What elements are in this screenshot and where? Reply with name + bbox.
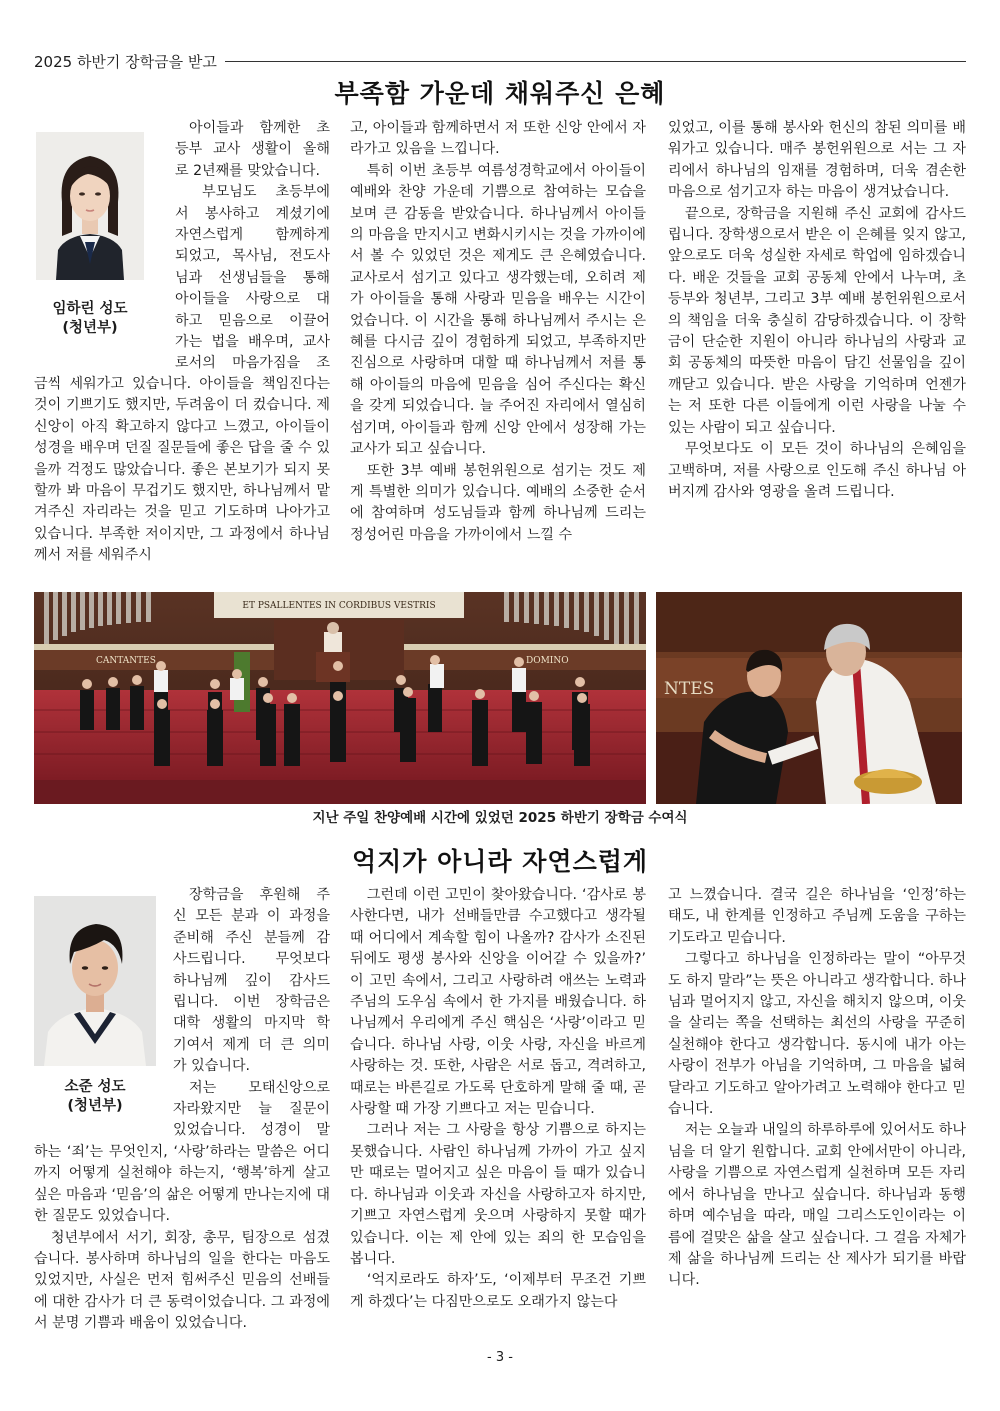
text-line: 되었고, 목사님, 전도사 (175, 248, 330, 265)
scholarship-handover-photo (656, 592, 962, 804)
text-line: 로서의 마음가짐을 조 (175, 355, 330, 372)
banner-inscription: ET PSALLENTES IN CORDIBUS VESTRIS (242, 601, 436, 611)
text-line: 등부 교사 생활이 올해 (175, 141, 330, 158)
author-name: 소준 성도 (64, 1079, 126, 1095)
paragraph: 그러나 저는 그 사랑을 항상 기쁨으로 하지는 못했습니다. 사람인 하나님께 가까이 가고 싶지만 때로는 멀어지고 싶은 마음이 들 때가 있습니다. 하나님과 이웃과 자신을 사랑하고자 하지만, 기쁘고 자연스럽게 웃으며 사랑하지 못할 때가 있습니다. 이는 제 안에 있는 죄의 한 모습임을 봅니다. (350, 1122, 646, 1267)
text-line: 립니다. 이번 장학금은 (173, 994, 330, 1011)
text-line: 장학금을 후원해 주 (189, 887, 330, 903)
text-line: 있었습니다. 성경이 말 (173, 1122, 330, 1139)
text-line: 자라왔지만 늘 질문이 (173, 1101, 330, 1118)
text-line: 가 있습니다. (173, 1058, 251, 1075)
text-line: 가는 법을 배우며, 교사 (175, 334, 330, 351)
photo-caption: 지난 주일 찬양예배 시간에 있었던 2025 하반기 장학금 수여식 (312, 810, 688, 826)
right-inscription: DOMINO (526, 656, 569, 666)
text-line: 로 2년째를 맞았습니다. (175, 162, 320, 179)
paragraph: 고, 아이들과 함께하면서 저 또한 신앙 안에서 자라가고 있음을 느낍니다. (350, 120, 646, 158)
article1-col2-text (350, 118, 646, 588)
paragraph: 하는 ‘죄’는 무엇인지, ‘사랑’하라는 말씀은 어디까지 어떻게 실천해야 하는지, ‘행복’하게 살고 싶은 마음과 ‘믿음’의 삶은 어떻게 만나는지에 대한 질문도 있었습니다. (34, 1144, 330, 1225)
paragraph: 무엇보다도 이 모든 것이 하나님의 은혜임을 고백하며, 저를 사랑으로 인도해 주신 하나님 아버지께 감사와 영광을 올려 드립니다. (668, 441, 966, 500)
article2-col1-text (34, 1142, 330, 1342)
text-line: 하나님께 깊이 감사드 (173, 972, 330, 989)
paragraph: 청년부에서 서기, 회장, 총무, 팀장으로 섬겼습니다. 봉사하며 하나님의 일을 한다는 마음도 있었지만, 사실은 먼저 힘써주신 믿음의 선배들에 대한 감사가 더 큰 동력이었습니다. 그 과정에서 분명 기쁨과 배움이 있었습니다. (34, 1229, 330, 1332)
article2-author-photo (34, 896, 156, 1066)
author-dept: (청년부) (62, 320, 118, 336)
paragraph: 있었고, 이를 통해 봉사와 헌신의 참된 의미를 배워가고 있습니다. 매주 봉헌위원으로 서는 그 자리에서 하나님의 임재를 경험하며, 더욱 겸손한 마음으로 섬기고자 하는 마음이 생겨났습니다. (668, 120, 966, 201)
page-header (34, 50, 966, 72)
paragraph: 또한 3부 예배 봉헌위원으로 섬기는 것도 제게 특별한 의미가 있습니다. 예배의 소중한 순서에 참여하며 성도님들과 함께 하나님께 드리는 정성어린 마음을 가까이에서 느낄 수 (350, 462, 646, 543)
text-line: 신 모든 분과 이 과정을 (173, 908, 330, 925)
left-inscription: CANTANTES (96, 656, 156, 666)
text-line: 서 봉사하고 계셨기에 (175, 205, 330, 222)
text-line: 대학 생활의 마지막 학 (173, 1015, 330, 1032)
article2-author-caption (34, 1078, 156, 1116)
article2-title: 억지가 아니라 자연스럽게 (351, 847, 649, 876)
text-line: 사드립니다. 무엇보다 (173, 951, 330, 968)
text-line: 기여서 제게 더 큰 의미 (173, 1036, 330, 1053)
paragraph: 저는 오늘과 내일의 하루하루에 있어서도 하나님을 더 알기 원합니다. 교회 안에서만이 아니라, 사랑을 기쁨으로 자연스럽게 실천하며 모든 자리에서 하나님을 만나고 싶습니다. 하나님과 동행하며 예수님을 따라, 매일 그리스도인이라는 이름에 걸맞은 삶을 살고 싶습니다. 그 걸음 자체가 제 삶을 하나님께 드리는 산 제사가 되기를 바랍니다. (668, 1122, 966, 1289)
article1-title: 부족함 가운데 채워주신 은혜 (334, 79, 666, 108)
article2-col2-text (350, 885, 646, 1345)
page-number: - 3 - (487, 1350, 513, 1365)
text-line: 준비해 주신 분들께 감 (173, 929, 330, 946)
paragraph: 고 느꼈습니다. 결국 길은 하나님을 ‘인정’하는 태도, 내 한계를 인정하고 주님께 도움을 구하는 기도라고 믿습니다. (668, 887, 966, 946)
paragraph: 특히 이번 초등부 여름성경학교에서 아이들이 예배와 찬양 가운데 기쁨으로 참여하는 모습을 보며 큰 감동을 받았습니다. 하나님께서 아이들의 마음을 만지시고 변화시키시는 것을 가까이에서 볼 수 있었던 것은 제게도 큰 은혜였습니다. 교사로서 섬기고 있다고 생각했는데, 오히려 제가 아이들을 통해 사랑과 믿음을 배우는 시간이었습니다. 이 시간을 통해 하나님께서 주시는 은혜를 다시금 깊이 경험하게 되었고, 부족하지만 진심으로 사랑하며 대할 때 하나님께서 저를 통해 아이들의 마음에 믿음을 심어 주신다는 확신을 갖게 되었습니다. 늘 주어진 자리에서 열심히 섬기며, 아이들과 함께 신앙 안에서 성장해 가는 교사가 되고 싶습니다. (350, 162, 646, 458)
paragraph: 금씩 세워가고 있습니다. 아이들을 책임진다는 것이 기쁘기도 했지만, 두려움이 더 컸습니다. 제 신앙이 아직 확고하지 않다고 느꼈고, 아이들이 성경을 배우며 던질 질문들에 좋은 답을 줄 수 있을까 걱정도 많았습니다. 좋은 본보기가 되지 못할까 봐 마음이 무겁기도 했지만, 하나님께서 맡겨주신 자리라는 것을 믿고 기도하며 나아가고 있습니다. 부족한 저이지만, 그 과정에서 하나님께서 저를 세워주시 (34, 376, 330, 564)
article2-wrap-text (173, 885, 330, 1142)
article1-col3-text (668, 118, 966, 588)
text-line: 아이들과 함께한 초 (189, 120, 330, 136)
paragraph: 그렇다고 하나님을 인정하라는 말이 “아무것도 하지 말라”는 뜻은 아니라고 생각합니다. 하나님과 멀어지지 않고, 자신을 해치지 않으며, 이웃을 살리는 쪽을 선택하는 최선의 사랑을 꾸준히 실천해야 한다고 생각합니다. 동시에 내가 아는 사랑이 전부가 아님을 기억하며, 그 마음을 넓혀 달라고 기도하고 알아가려고 노력해야 한다고 믿습니다. (668, 951, 966, 1118)
text-line: 하고 믿음으로 이끌어 (175, 312, 330, 329)
paragraph: 그런데 이런 고민이 찾아왔습니다. ‘감사로 봉사한다면, 내가 선배들만큼 수고했다고 생각될 때 어디에서 계속할 힘이 나올까? 감사가 소진된 뒤에도 평생 봉사와 신앙을 이어갈 수 있을까?’ 이 고민 속에서, 그리고 사랑하려 애쓰는 노력과 주님의 도우심 속에서 한 가지를 배웠습니다. 하나님께서 우리에게 주신 핵심은 ‘사랑’이라고 믿습니다. 하나님 사랑, 이웃 사랑, 자신을 바르게 사랑하는 것. 또한, 사람은 서로 돕고, 격려하고, 때로는 바른길로 가도록 단호하게 말해 줄 때, 곧 사랑할 때 가장 기쁘다고 저는 믿습니다. (350, 887, 646, 1118)
article1-wrap-text (175, 118, 330, 375)
text-line: 자연스럽게 함께하게 (175, 227, 330, 244)
article2-col3-text (668, 885, 966, 1345)
header-rule (225, 61, 966, 62)
paragraph: 끝으로, 장학금을 지원해 주신 교회에 감사드립니다. 장학생으로서 받은 이 은혜를 잊지 않고, 앞으로도 더욱 성실한 자세로 학업에 임하겠습니다. 배운 것들을 교회 공동체 안에서 나누며, 초등부와 청년부, 그리고 3부 예배 봉헌위원으로서의 책임을 더욱 충실히 감당하겠습니다. 이 장학금이 단순한 지원이 아니라 하나님의 사랑과 교회 공동체의 따뜻한 마음이 담긴 선물임을 깊이 깨닫고 있습니다. 받은 사랑을 기억하며 언젠가는 저 또한 다른 이들에게 이런 사랑을 나눌 수 있는 사람이 되고 싶습니다. (668, 205, 966, 436)
text-line: 부모님도 초등부에 (202, 184, 330, 201)
author-name: 임하린 성도 (52, 301, 128, 317)
background-inscription: NTES (664, 679, 715, 699)
article1-author-caption (36, 300, 144, 338)
text-line: 아이들을 사랑으로 대 (175, 291, 330, 308)
author-dept: (청년부) (67, 1098, 123, 1114)
article1-col1-text (34, 374, 330, 588)
paragraph: ‘억지로라도 하자’도, ‘이제부터 무조건 기쁘게 하겠다’는 다짐만으로도 오래가지 않는다 (350, 1272, 646, 1310)
article1-author-photo (36, 132, 144, 280)
text-line: 님과 선생님들을 통해 (175, 269, 330, 286)
ceremony-group-photo (34, 592, 646, 804)
text-line: 저는 모태신앙으로 (189, 1079, 330, 1096)
section-label: 2025 하반기 장학금을 받고 (34, 52, 217, 71)
